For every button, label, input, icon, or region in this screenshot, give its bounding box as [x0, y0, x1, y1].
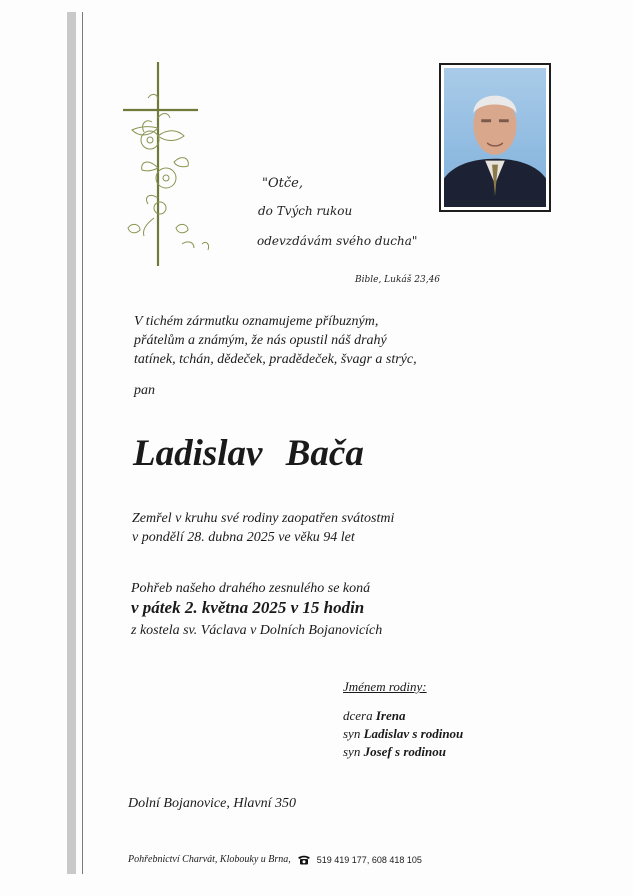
family-relation: syn — [343, 726, 361, 741]
phone-numbers: 519 419 177, 608 418 105 — [316, 854, 422, 865]
quote-line-2: do Tvých rukou — [258, 204, 353, 218]
footer — [128, 854, 422, 865]
family-member-suffix: s rodinou — [395, 744, 446, 759]
funeral-date-time: v pátek 2. května 2025 v 15 hodin — [131, 598, 365, 617]
salutation: pan — [134, 383, 155, 398]
family-relation: syn — [343, 744, 361, 759]
family-member-name: Irena — [375, 708, 406, 723]
announcement-line-2: přátelům a známým, že nás opustil náš drahý — [134, 333, 387, 348]
death-line-2: v pondělí 28. dubna 2025 ve věku 94 let — [132, 530, 355, 545]
family-member-name: Josef — [363, 744, 392, 759]
deceased-name: Ladislav Bača — [133, 433, 364, 474]
family-member — [343, 726, 463, 742]
quote-source: Bible, Lukáš 23,46 — [355, 275, 441, 285]
family-member — [343, 708, 405, 724]
portrait-photo-frame — [439, 63, 551, 212]
funeral-location: z kostela sv. Václava v Dolních Bojanovicích — [131, 623, 383, 638]
announcement-line-3: tatínek, tchán, dědeček, pradědeček, švagr a strýc, — [134, 352, 417, 367]
cross-with-flowers-icon — [118, 58, 218, 272]
announcement-line-1: V tichém zármutku oznamujeme příbuzným, — [134, 314, 379, 329]
death-line-1: Zemřel v kruhu své rodiny zaopatřen svátostmi — [132, 511, 395, 526]
left-border-line — [82, 12, 83, 874]
quote-line-1: "Otče, — [262, 176, 303, 191]
family-label: Jménem rodiny: — [343, 679, 427, 694]
family-member-name: Ladislav — [363, 726, 410, 741]
funeral-service-company: Pohřebnictví Charvát, Klobouky u Brna, — [128, 854, 291, 865]
family-member — [343, 744, 446, 760]
left-border-bar — [67, 12, 76, 874]
address: Dolní Bojanovice, Hlavní 350 — [128, 796, 296, 811]
quote-line-3: odevzdávám svého ducha" — [257, 234, 418, 248]
family-relation: dcera — [343, 708, 373, 723]
family-member-suffix: s rodinou — [412, 726, 464, 741]
funeral-line-1: Pohřeb našeho drahého zesnulého se koná — [131, 581, 371, 596]
phone-icon — [297, 855, 311, 865]
portrait-photo — [444, 68, 546, 207]
